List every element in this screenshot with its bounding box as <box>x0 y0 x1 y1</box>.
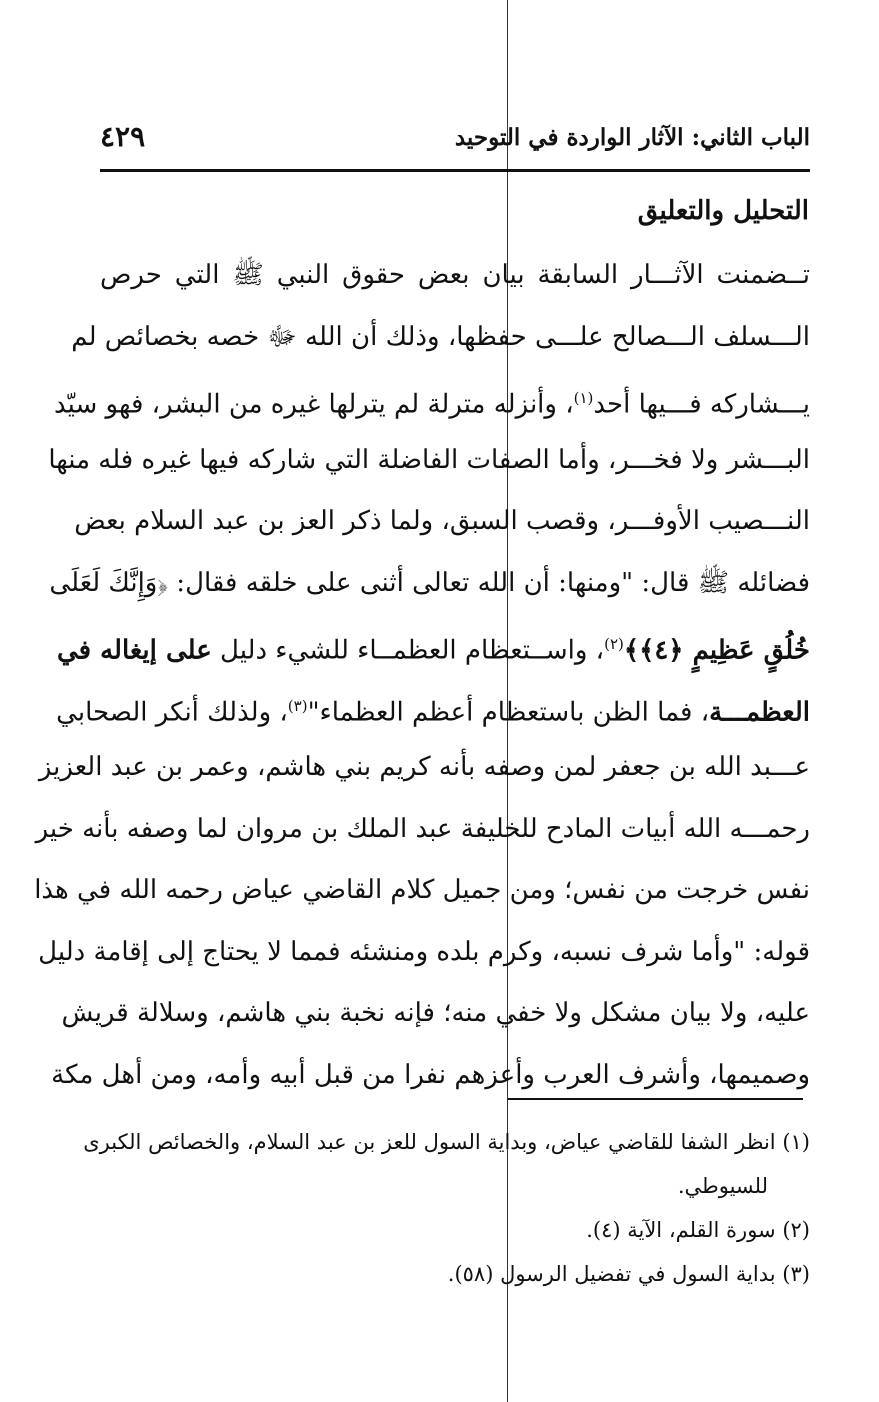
footnotes <box>83 1120 810 1296</box>
text-run: ، واســتعظام العظمــاء للشيء دليل <box>220 635 605 666</box>
body-line: قوله: "وأما شرف نسبه، وكرم بلده ومنشئه فمما لا يحتاج إلى إقامة دليل <box>38 936 810 967</box>
body-line: رحمـــه الله أبيات المادح للخليفة عبد الملك بن مروان لما وصفه بأنه خير <box>35 813 810 844</box>
body-line <box>56 681 810 743</box>
footnote-ref: (٣) <box>287 696 308 715</box>
body-line: فضائله ﷺ قال: "ومنها: أن الله تعالى أثنى على خلقه فقال: ﴿وَإِنَّكَ لَعَلَى <box>49 567 810 598</box>
body-line: تــضمنت الآثـــار السابقة بيان بعض حقوق النبي ﷺ التي حرص <box>100 260 810 290</box>
footnote-2: (٢) سورة القلم، الآية (٤). <box>586 1218 810 1242</box>
text-run: ، ولذلك أنكر الصحابي <box>56 697 288 728</box>
text-run: ، وأنزله مترلة لم يترلها غيره من البشر، فهو سيّد <box>53 389 574 420</box>
body-text <box>34 250 810 1111</box>
body-line: النـــصيب الأوفـــر، وقصب السبق، ولما ذكر العز بن عبد السلام بعض <box>74 506 810 536</box>
page-number: ٤٢٩ <box>100 120 146 153</box>
footnote-1: (١) انظر الشفا للقاضي عياض، وبداية السول للعز بن عبد السلام، والخصائص الكبرى <box>83 1130 810 1154</box>
body-line <box>53 373 810 435</box>
bold-text: على إيغاله في <box>56 635 212 666</box>
body-line: البـــشر ولا فخـــر، وأما الصفات الفاضلة التي شاركه فيها غيره فله منها <box>48 444 810 475</box>
header-rule <box>100 169 810 172</box>
footnote-1-continued: للسيوطي. <box>677 1174 768 1198</box>
body-line: الـــسلف الـــصالح علـــى حفظها، وذلك أن الله ﷻ خصه بخصائص لم <box>71 321 810 352</box>
footnote-3: (٣) بداية السول في تفضيل الرسول (٥٨). <box>447 1262 810 1286</box>
text-run: ، فما الظن باستعظام أعظم العظماء" <box>307 697 710 728</box>
bold-text: العظمـــة <box>709 697 810 728</box>
page-header <box>100 120 810 160</box>
running-title: الباب الثاني: الآثار الواردة في التوحيد <box>454 124 810 151</box>
quran-verse: خُلُقٍ عَظِيمٍ ﴿٤﴾﴾ <box>623 635 810 666</box>
body-line: وصميمها، وأشرف العرب وأعزهم نفرا من قبل أبيه وأمه، ومن أهل مكة <box>51 1059 810 1090</box>
footnote-separator <box>508 1098 803 1100</box>
body-line: نفس خرجت من نفس؛ ومن جميل كلام القاضي عياض رحمه الله في هذا <box>34 875 810 905</box>
body-line: عـــبد الله بن جعفر لمن وصفه بأنه كريم بني هاشم، وعمر بن عبد العزيز <box>38 752 810 782</box>
section-title: التحليل والتعليق <box>637 196 809 226</box>
body-line: عليه، ولا بيان مشكل ولا خفي منه؛ فإنه نخبة بني هاشم، وسلالة قريش <box>61 998 810 1028</box>
text-run: يـــشاركه فـــيها أحد <box>593 389 810 420</box>
footnote-ref: (٢) <box>604 635 624 653</box>
body-line <box>56 619 810 681</box>
footnote-ref: (١) <box>573 389 594 407</box>
